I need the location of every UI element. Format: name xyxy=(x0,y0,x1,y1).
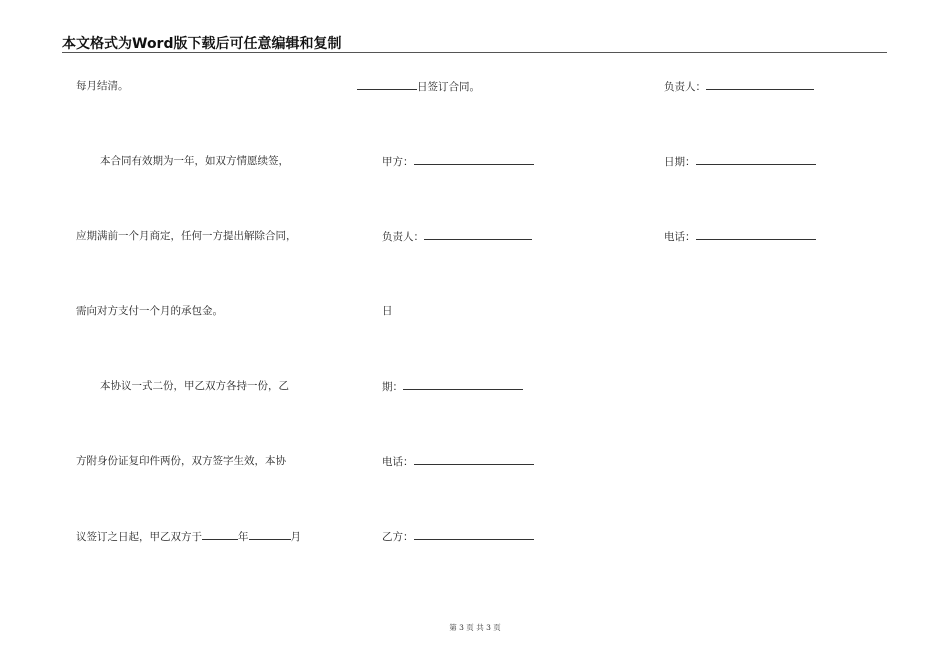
text-line: 日 xyxy=(382,305,393,317)
blank-underline xyxy=(706,79,814,90)
text-line xyxy=(357,79,480,94)
blank-underline xyxy=(414,154,534,165)
text-line: 本合同有效期为一年，如双方情愿续签， xyxy=(100,155,289,167)
blank-underline xyxy=(414,454,534,465)
blank-underline xyxy=(414,529,534,540)
blank-underline xyxy=(249,529,291,540)
text-segment: 日签订合同。 xyxy=(417,81,480,93)
responsible-line xyxy=(664,79,814,94)
label: 电话： xyxy=(382,456,414,468)
date-line xyxy=(382,379,523,394)
page-number: 第 3 页 共 3 页 xyxy=(449,623,501,632)
label: 负责人： xyxy=(382,231,424,243)
label: 乙方： xyxy=(382,531,414,543)
text-line: 每月结清。 xyxy=(76,80,129,92)
label: 日期： xyxy=(664,156,696,168)
responsible-line xyxy=(382,229,532,244)
label: 电话： xyxy=(664,231,696,243)
text-segment: 年 xyxy=(238,531,249,543)
text-segment: 月 xyxy=(290,531,301,543)
blank-underline xyxy=(696,154,816,165)
blank-underline xyxy=(696,229,816,240)
label: 甲方： xyxy=(382,156,414,168)
phone-line xyxy=(664,229,816,244)
text-line: 方附身份证复印件两份，双方签字生效，本协 xyxy=(76,455,286,467)
party-b-line xyxy=(382,529,534,544)
text-line: 需向对方支付一个月的承包金。 xyxy=(76,305,223,317)
text-line xyxy=(76,529,301,544)
blank-underline xyxy=(403,379,523,390)
blank-underline xyxy=(424,229,532,240)
phone-line xyxy=(382,454,534,469)
label: 期： xyxy=(382,381,403,393)
header-divider xyxy=(62,52,887,53)
page-header-title: 本文格式为Word版下载后可任意编辑和复制 xyxy=(62,36,342,52)
blank-underline xyxy=(357,79,417,90)
date-line xyxy=(664,154,816,169)
label: 负责人： xyxy=(664,81,706,93)
text-segment: 议签订之日起，甲乙双方于 xyxy=(76,531,202,543)
text-line: 应期满前一个月商定，任何一方提出解除合同， xyxy=(76,230,297,242)
text-line: 本协议一式二份，甲乙双方各持一份，乙 xyxy=(100,380,289,392)
blank-underline xyxy=(202,529,238,540)
party-a-line xyxy=(382,154,534,169)
